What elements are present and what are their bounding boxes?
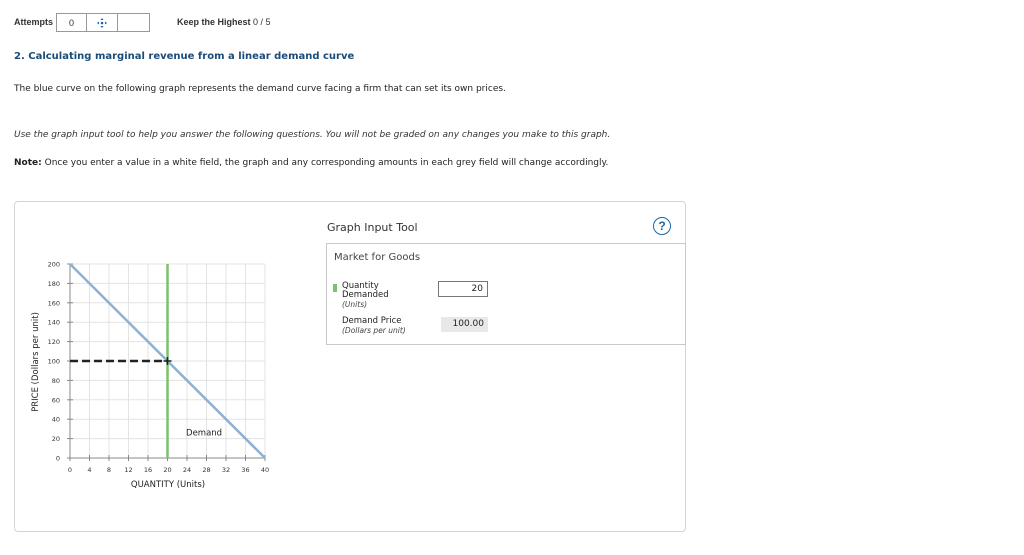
quantity-units: (Units) xyxy=(342,300,368,309)
x-tick-label: 24 xyxy=(182,466,192,474)
y-tick-label: 60 xyxy=(51,396,60,405)
quantity-input[interactable]: 20 xyxy=(438,281,488,297)
question-instruction: Use the graph input tool to help you answer the following questions. You will not be graded on any changes you make to this graph. xyxy=(14,130,611,140)
y-tick-label: 200 xyxy=(47,260,60,269)
help-icon[interactable]: ? xyxy=(653,217,671,235)
x-tick-label: 0 xyxy=(67,466,73,474)
chart-ticks xyxy=(48,261,270,475)
market-title: Market for Goods xyxy=(334,252,421,263)
y-tick-label: 120 xyxy=(47,338,60,347)
note-label: Note: xyxy=(14,158,42,168)
price-units: (Dollars per unit) xyxy=(342,326,406,335)
keep-highest-label: Keep the Highest xyxy=(177,17,251,27)
x-tick-label: 8 xyxy=(106,466,112,474)
attempts-count: 0 xyxy=(57,14,87,31)
question-intro: The blue curve on the following graph represents the demand curve facing a firm that can set its own prices. xyxy=(14,84,506,94)
x-tick-label: 40 xyxy=(260,466,270,474)
price-label-line: Demand Price xyxy=(342,316,402,326)
price-value: 100.00 xyxy=(441,317,488,332)
y-tick-label: 80 xyxy=(51,376,60,385)
attempts-label: Attempts xyxy=(14,17,54,27)
y-tick-label: 40 xyxy=(51,415,60,424)
x-tick-label: 28 xyxy=(202,466,211,474)
x-axis-label: QUANTITY (Units) xyxy=(130,480,206,490)
note-text: Once you enter a value in a white field, the graph and any corresponding amounts in each grey field will change accordingly. xyxy=(44,158,609,168)
y-tick-label: 20 xyxy=(51,435,60,444)
y-tick-label: 160 xyxy=(47,299,60,308)
y-tick-label: 0 xyxy=(55,454,60,463)
price-label xyxy=(342,317,406,335)
x-tick-label: 36 xyxy=(241,466,250,474)
graph-input-tool-title: Graph Input Tool xyxy=(327,221,418,234)
y-tick-label: 100 xyxy=(47,357,60,366)
y-tick-label: 140 xyxy=(47,318,60,327)
x-tick-label: 20 xyxy=(163,466,172,474)
y-axis-label: PRICE (Dollars per unit) xyxy=(31,312,41,412)
demand-curve-label: Demand xyxy=(186,428,223,439)
keep-highest-score: 0 / 5 xyxy=(253,17,271,27)
x-tick-label: 16 xyxy=(143,466,153,474)
quantity-color-marker xyxy=(333,284,337,292)
quantity-label-line2: Demanded xyxy=(342,290,389,300)
quantity-label-line1: Quantity xyxy=(342,281,379,291)
x-tick-label: 4 xyxy=(87,466,92,474)
question-title: 2. Calculating marginal revenue from a linear demand curve xyxy=(14,51,355,62)
quantity-label xyxy=(342,282,389,309)
x-tick-label: 32 xyxy=(221,466,231,474)
x-tick-label: 12 xyxy=(124,466,133,474)
y-tick-label: 180 xyxy=(47,279,60,288)
